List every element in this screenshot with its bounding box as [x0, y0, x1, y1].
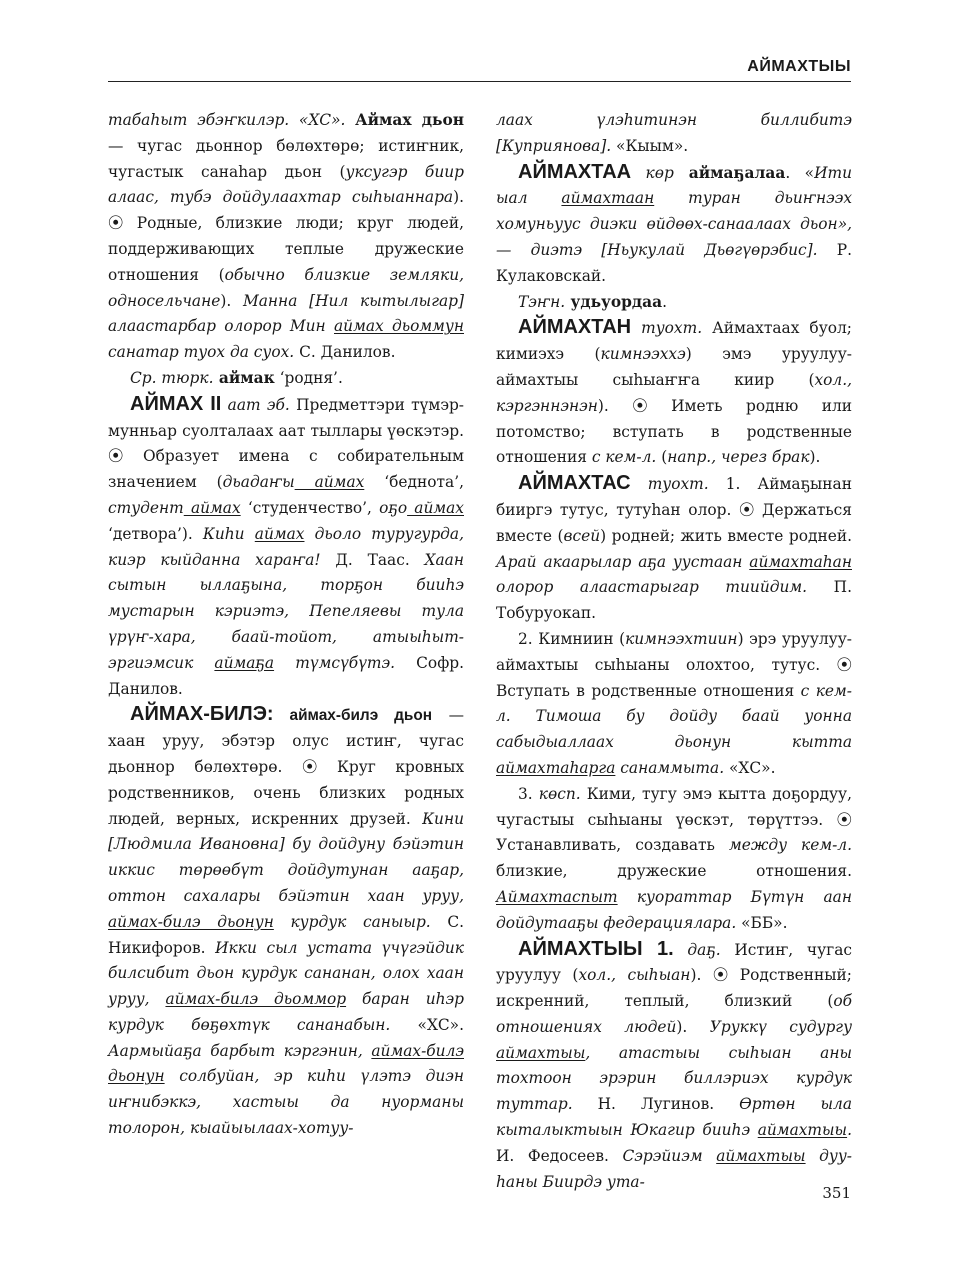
entry-aimakhtan: АЙМАХТАН туохт. Аймахтаах буол; кимиэхэ (кимнээххэ) эмэ уруулуу-аймахтыы сыһыаҥҥа киир (хол., кэргэннэнэн). ⦿ Иметь родню или потомство; вступать в родственные отношения с кем-л. (напр., через брак). — [496, 316, 852, 467]
headword: АЙМАХТАН — [518, 316, 632, 339]
entry-aimakhtaa: АЙМАХТАА көр аймаҕалаа. «Ити ыал аймахтаан туран дьиҥнээх хомуньуус диэки өйдөөх-санаалаах дьон», — диэтэ [Ньукулай Дьөгүөрэбис]. Р. Кулаковскай. — [496, 160, 853, 285]
headword: АЙМАХТЫЫ 1. — [518, 937, 674, 960]
headword: АЙМАХ II — [130, 392, 222, 415]
entry-aimakhtas-sense-2: 2. Кимниин (кимнээхтиин) эрэ уруулуу-аймахтыы сыһыаны олохтоо, тутус. ⦿ Вступать в родственные отношения с кем-л. Тимоша бу дойду баай уонна сабыдыаллаах дьонун кытта аймахтаһарга санаммыта. «ХС». — [496, 629, 852, 777]
headword: АЙМАХ-БИЛЭ: — [130, 703, 274, 726]
entry-aimakhtyy: АЙМАХТЫЫ 1. даҕ. Истиҥ, чугас уруулуу (хол., сыһыан). ⦿ Родственный; искренний, теплый, близкий (об отношениях людей). Уруккү судургу аймахтыы, атастыы сыһыан аны тохтоон эрэрин биллэриэх курдук туттар. Н. Лугинов. Өртөн ыла кыталыктыын Юкагир бииһэ аймахтыы. И. Федосеев. Сэрэйиэм аймахтыы дууһаны Биирдэ ута- — [496, 937, 853, 1191]
entry-aimakh-ii: АЙМАХ II аат эб. Предметтэри түмэр-мунньар суолталаах аат тыллары үөскэтэр. ⦿ Образует имена с собирательным значением (дьадаҥы аймах ‘беднота’, студент аймах ‘студенчество’, оҕо аймах ‘детвора’). Киһи аймах дьоло туругурда, киэр кыйданна хараҥа! Д. Таас. Хаан сытын ыллаҕына, торҕон бииһэ мустарын кэриэтэ, Пепеляевы тула үрүҥ-хара, баай-тойот, атыыһыт-эргиэмсик аймаҕа түмсүбүтэ. Софр. Данилов. — [108, 392, 464, 698]
header-rule — [108, 81, 851, 82]
entry-aimakh-bile-continued: лаах үлэһитинэн биллибитэ [Куприянова]. «Кыым». — [496, 111, 852, 155]
left-column — [108, 108, 464, 1142]
running-head: АЙМАХТЫЫ — [747, 58, 851, 75]
right-column — [496, 108, 852, 1195]
entry-aimakh-bile: АЙМАХ-БИЛЭ: аймах-билэ дьон — хаан уруу, эбэтэр олус истиҥ, чугас дьоннор бөлөхтөрө. ⦿ Круг кровных родственников, очень близких родных людей, верных, искренних друзей. Кини [Людмила Ивановна] бу дойдуну бэйэтин иккис төрөөбүт дойдутунан ааҕар, оттон сахалары бэйэтин хаан уруу, аймах-билэ дьонун курдук саныыр. С. Никифоров. Икки сыл устата үчүгэйдик билсибит дьон курдук сананан, олох хаан уруу, аймах-билэ дьоммор баран иһэр курдук бөҕөхтүк сананабын. «ХС». Аармыйаҕа барбыт кэргэнин, аймах-билэ дьонун солбуйан, эр киһи үлэтэ диэн иҥнибэккэ, хастыы да нуорманы толорон, кыайыылаах-хотуу- — [108, 703, 464, 1138]
etymology-note: Ср. тюрк. аймак ‘родня’. — [130, 368, 343, 387]
headword: АЙМАХТАС — [518, 472, 631, 495]
page-number: 351 — [822, 1184, 851, 1202]
entry-aimakhtas-sense-3: 3. көсп. Кими, тугу эмэ кытта доҕордуу, чугастыы сыһыаны үөскэт, төрүттээ. ⦿ Устанавливать, создавать между кем-л. близкие, дружеские отношения. Аймахтаспыт куораттар Бүтүн аан дойдутааҕы федерациялара. «ББ». — [496, 784, 852, 932]
headword: АЙМАХТАА — [518, 160, 632, 183]
entry-aimakh-continued: табаһыт эбэҥкилэр. «ХС». Аймах дьон — чугас дьоннор бөлөхтөрө; истиҥник, чугастык санаһар дьон (уксугэр биир алаас, тубэ дойдулаахтар сыһыаннара). ⦿ Родные, близкие люди; круг людей, поддерживающих теплые дружеские отношения (обычно близкие земляки, односельчане). Манна [Нил кытылыгар] алаастарбар олорор Мин аймах дьоммун санатар туох да суох. С. Данилов. — [108, 111, 465, 362]
cross-reference: Тэҥн. удьуордаа. — [518, 292, 668, 311]
entry-aimakhtas: АЙМАХТАС туохт. 1. Аймаҕынан бииргэ тутус, тутуһан олор. ⦿ Держаться вместе (всей) родней; жить вместе родней. Арай акаарылар аҕа уустаан аймахтаһан олорор алаастарыгар тиийдим. П. Тобуруокап. — [496, 472, 852, 623]
